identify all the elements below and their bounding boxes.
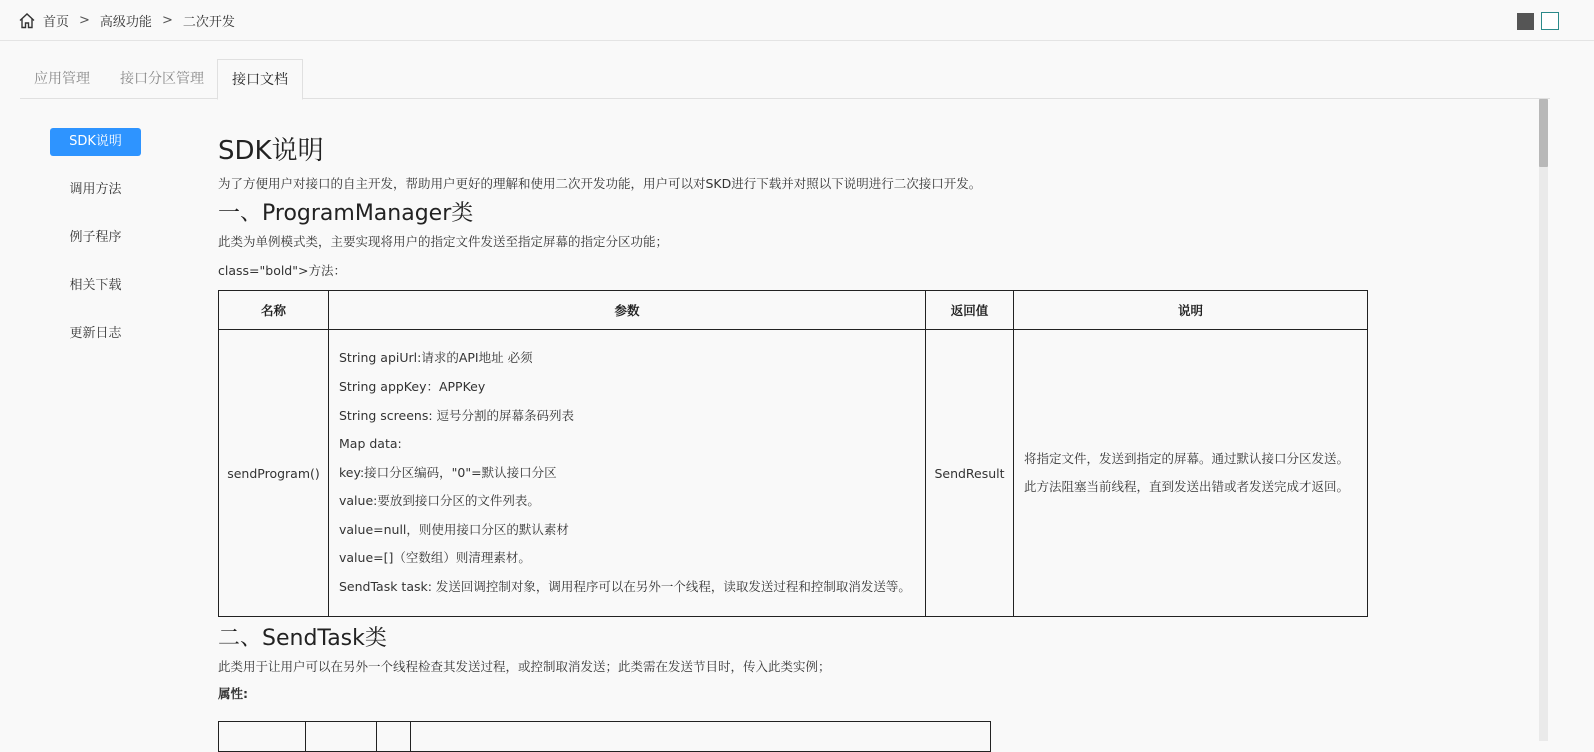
param-line: Map data: xyxy=(339,436,402,452)
doc-title: SDK说明 xyxy=(218,136,324,166)
param-line: String apiUrl:请求的API地址 必须 xyxy=(339,350,533,366)
home-icon[interactable] xyxy=(18,12,36,30)
section2-heading: 二、SendTask类 xyxy=(218,626,387,651)
side-nav-item-examples[interactable]: 例子程序 xyxy=(69,230,122,245)
attributes-table xyxy=(218,721,991,752)
table-header-name: 名称 xyxy=(219,291,329,330)
doc-intro: 为了方便用户对接口的自主开发，帮助用户更好的理解和使用二次开发功能，用户可以对SKD进行下载并对照以下说明进行二次接口开发。 xyxy=(218,176,982,191)
table-cell xyxy=(411,722,991,752)
desc-line: 将指定文件，发送到指定的屏幕。通过默认接口分区发送。 xyxy=(1024,451,1350,466)
table-cell xyxy=(306,722,377,752)
tab-app-management[interactable]: 应用管理 xyxy=(34,71,90,87)
section2-desc: 此类用于让用户可以在另外一个线程检查其发送过程，或控制取消发送；此类需在发送节目时，传入此类实例； xyxy=(218,659,831,674)
method-params xyxy=(329,330,926,617)
layout-toggle-button[interactable] xyxy=(1517,13,1534,30)
breadcrumb-separator: > xyxy=(161,13,173,28)
methods-table xyxy=(218,290,1368,617)
table-cell xyxy=(219,722,306,752)
method-return: SendResult xyxy=(926,330,1014,617)
fullscreen-button[interactable] xyxy=(1541,12,1559,30)
doc-content xyxy=(218,128,1518,703)
table-header-desc: 说明 xyxy=(1014,291,1368,330)
param-line: value=[]（空数组）则清理素材。 xyxy=(339,550,531,566)
table-row xyxy=(219,330,1368,617)
side-nav-item-sdk[interactable]: SDK说明 xyxy=(50,128,141,156)
table-header-params: 参数 xyxy=(329,291,926,330)
side-nav-item-usage[interactable]: 调用方法 xyxy=(69,182,122,197)
param-line: String appKey：APPKey xyxy=(339,378,486,394)
table-header-row xyxy=(219,291,1368,330)
breadcrumb xyxy=(18,11,235,30)
method-desc xyxy=(1014,330,1368,617)
table-header-return: 返回值 xyxy=(926,291,1014,330)
table-cell xyxy=(377,722,411,752)
methods-label: class="bold">方法： xyxy=(218,263,346,278)
tab-bar xyxy=(20,59,1550,99)
desc-line: 此方法阻塞当前线程，直到发送出错或者发送完成才返回。 xyxy=(1024,479,1350,494)
breadcrumb-item-advanced[interactable]: 高级功能 xyxy=(99,15,152,30)
scrollbar[interactable] xyxy=(1539,99,1548,741)
breadcrumb-item-home[interactable]: 首页 xyxy=(43,15,70,30)
param-line: String screens: 逗号分割的屏幕条码列表 xyxy=(339,407,575,423)
section1-heading: 一、ProgramManager类 xyxy=(218,201,474,226)
scrollbar-thumb[interactable] xyxy=(1539,99,1548,167)
param-line: key:接口分区编码，"0"=默认接口分区 xyxy=(339,464,557,480)
param-line: SendTask task: 发送回调控制对象，调用程序可以在另外一个线程，读取发送过程和控制取消发送等。 xyxy=(339,579,911,595)
breadcrumb-item-current: 二次开发 xyxy=(182,15,235,30)
tab-interface-partition[interactable]: 接口分区管理 xyxy=(120,71,204,87)
side-nav xyxy=(50,128,141,368)
section1-desc: 此类为单例模式类，主要实现将用户的指定文件发送至指定屏幕的指定分区功能； xyxy=(218,234,669,249)
attrs-label: 属性: xyxy=(218,686,248,701)
breadcrumb-separator: > xyxy=(79,13,90,28)
param-line: value=null，则使用接口分区的默认素材 xyxy=(339,521,569,537)
table-row xyxy=(219,722,991,752)
side-nav-item-downloads[interactable]: 相关下载 xyxy=(69,278,122,293)
param-line: value:要放到接口分区的文件列表。 xyxy=(339,493,540,509)
top-bar xyxy=(0,0,1594,41)
method-name: sendProgram() xyxy=(219,330,329,617)
tab-interface-docs[interactable]: 接口文档 xyxy=(217,59,303,100)
side-nav-item-changelog[interactable]: 更新日志 xyxy=(69,326,122,341)
